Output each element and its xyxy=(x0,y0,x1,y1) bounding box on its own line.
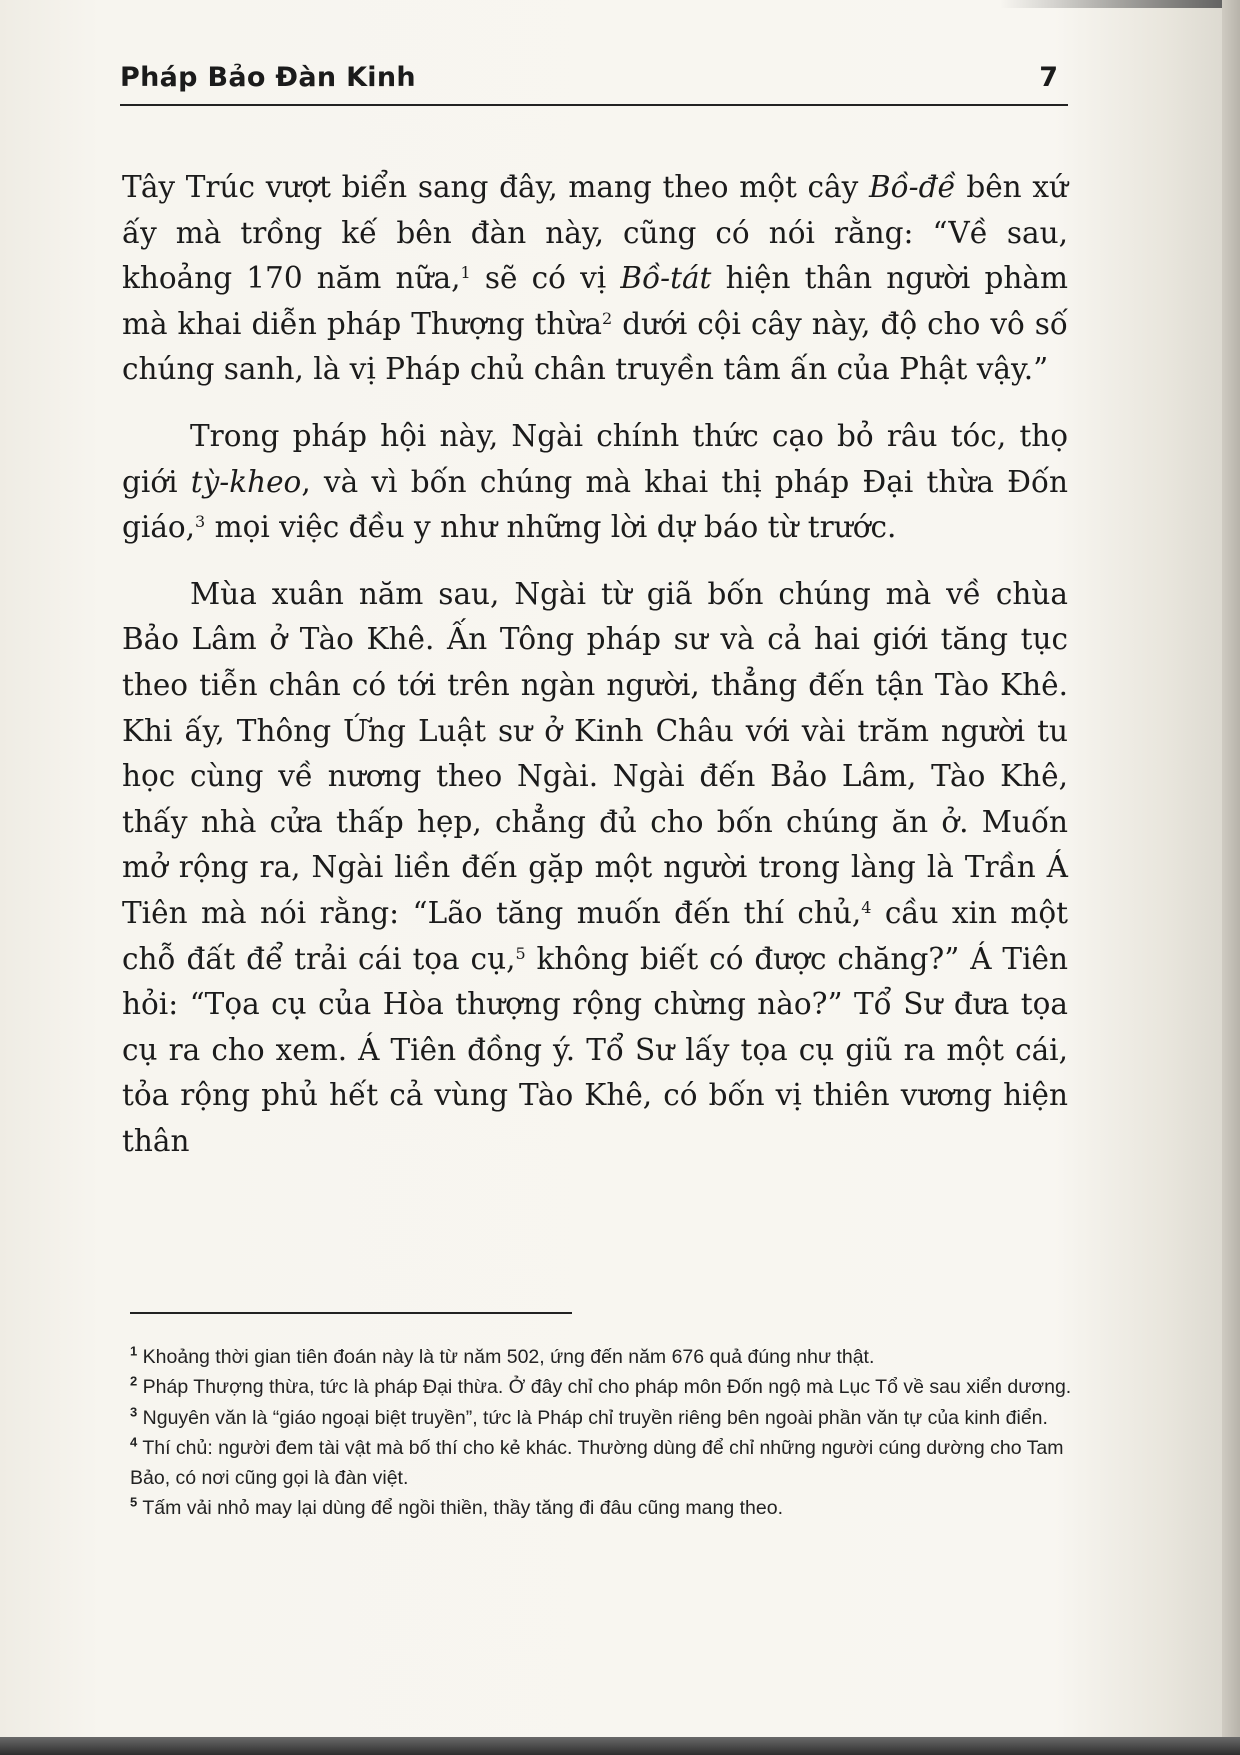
p1-text-5: dưới cội cây này, độ cho vô số chúng sanh, là vị Pháp chủ chân truyền tâm ấn của Phật vậy.” xyxy=(122,306,1068,387)
footnote-1 xyxy=(130,1342,1080,1372)
footnote-ref-5: 5 xyxy=(515,943,526,963)
page-number: 7 xyxy=(1039,62,1058,93)
paragraph-2 xyxy=(122,414,1068,551)
p2-text-3: mọi việc đều y như những lời dự báo từ trước. xyxy=(205,510,897,545)
p1-italic-bode: Bồ-đề xyxy=(868,170,956,204)
footnote-number: 5 xyxy=(130,1494,138,1510)
scan-edge-right xyxy=(1222,0,1240,1755)
p2-italic-tykheo: tỳ-kheo xyxy=(190,464,302,499)
footnote-ref-3: 3 xyxy=(195,512,206,532)
p1-text-4: hiện thân người phàm mà khai diễn pháp Thượng thừa xyxy=(122,261,1068,341)
page-header xyxy=(120,62,1068,106)
footnote-ref-2: 2 xyxy=(602,308,613,328)
scan-edge-bottom xyxy=(0,1737,1240,1755)
p3-text-1: Mùa xuân năm sau, Ngài từ giã bốn chúng mà về chùa Bảo Lâm ở Tào Khê. Ấn Tông pháp sư và cả hai giới tăng tục theo tiễn chân có tới trên ngàn người, thẳng đến tận Tào Khê. Khi ấy, Thông Ứng Luật sư ở Kinh Châu với vài trăm người tu học cùng về nương theo Ngài. Ngài đến Bảo Lâm, Tào Khê, thấy nhà cửa thấp hẹp, chẳng đủ cho bốn chúng ăn ở. Muốn mở rộng ra, Ngài liền đến gặp một người trong làng là Trần Á Tiên mà nói rằng: “Lão tăng muốn đến thí chủ, xyxy=(122,576,1068,930)
footnote-number: 2 xyxy=(130,1373,138,1389)
p1-italic-botat: Bồ-tát xyxy=(620,261,712,296)
p3-text-3: không biết có được chăng?” Á Tiên hỏi: “Tọa cụ của Hòa thượng rộng chừng nào?” Tổ Sư đưa tọa cụ ra cho xem. Á Tiên đồng ý. Tổ Sư lấy tọa cụ giũ ra một cái, tỏa rộng phủ hết cả vùng Tào Khê, có bốn vị thiên vương hiện thân xyxy=(122,941,1068,1158)
footnote-2 xyxy=(130,1372,1080,1402)
footnote-ref-4: 4 xyxy=(861,897,872,917)
footnote-divider xyxy=(130,1312,572,1314)
footnote-text: Tấm vải nhỏ may lại dùng để ngồi thiền, thầy tăng đi đâu cũng mang theo. xyxy=(142,1497,783,1520)
footnote-5 xyxy=(130,1493,1080,1523)
footnote-number: 3 xyxy=(130,1404,138,1420)
footnote-number: 1 xyxy=(130,1343,138,1359)
p1-text-2: bên xứ ấy mà trồng kế bên đàn này, cũng có nói rằng: “Về sau, khoảng 170 năm nữa, xyxy=(122,170,1068,296)
p1-text-1: Tây Trúc vượt biển sang đây, mang theo một cây xyxy=(122,170,869,204)
p2-text-2: , và vì bốn chúng mà khai thị pháp Đại thừa Đốn giáo, xyxy=(122,464,1068,545)
footnote-number: 4 xyxy=(130,1434,138,1450)
p1-text-3: sẽ có vị xyxy=(470,261,621,296)
paragraph-1 xyxy=(122,165,1068,393)
p3-text-2: cầu xin một chỗ đất để trải cái tọa cụ, xyxy=(122,895,1068,976)
footnote-text: Pháp Thượng thừa, tức là pháp Đại thừa. Ở đây chỉ cho pháp môn Đốn ngộ mà Lục Tổ về sau xiển dương. xyxy=(142,1376,1072,1399)
footnote-3 xyxy=(130,1403,1080,1433)
p2-text-1: Trong pháp hội này, Ngài chính thức cạo bỏ râu tóc, thọ giới xyxy=(122,418,1068,499)
footnote-4 xyxy=(130,1433,1080,1494)
footnote-text: Thí chủ: người đem tài vật mà bố thí cho kẻ khác. Thường dùng để chỉ những người cúng dường cho Tam Bảo, có nơi cũng gọi là đàn việt. xyxy=(130,1436,1064,1490)
footnote-text: Khoảng thời gian tiên đoán này là từ năm 502, ứng đến năm 676 quả đúng như thật. xyxy=(142,1346,875,1368)
footnote-ref-1: 1 xyxy=(460,263,471,283)
footnote-text: Nguyên văn là “giáo ngoại biệt truyền”, tức là Pháp chỉ truyền riêng bên ngoài phần văn tự của kinh điển. xyxy=(142,1406,1048,1429)
footnotes xyxy=(130,1342,1080,1524)
scan-edge-top xyxy=(1000,0,1240,8)
main-text xyxy=(122,165,1068,1164)
running-title: Pháp Bảo Đàn Kinh xyxy=(120,62,416,93)
paragraph-3 xyxy=(122,572,1068,1165)
